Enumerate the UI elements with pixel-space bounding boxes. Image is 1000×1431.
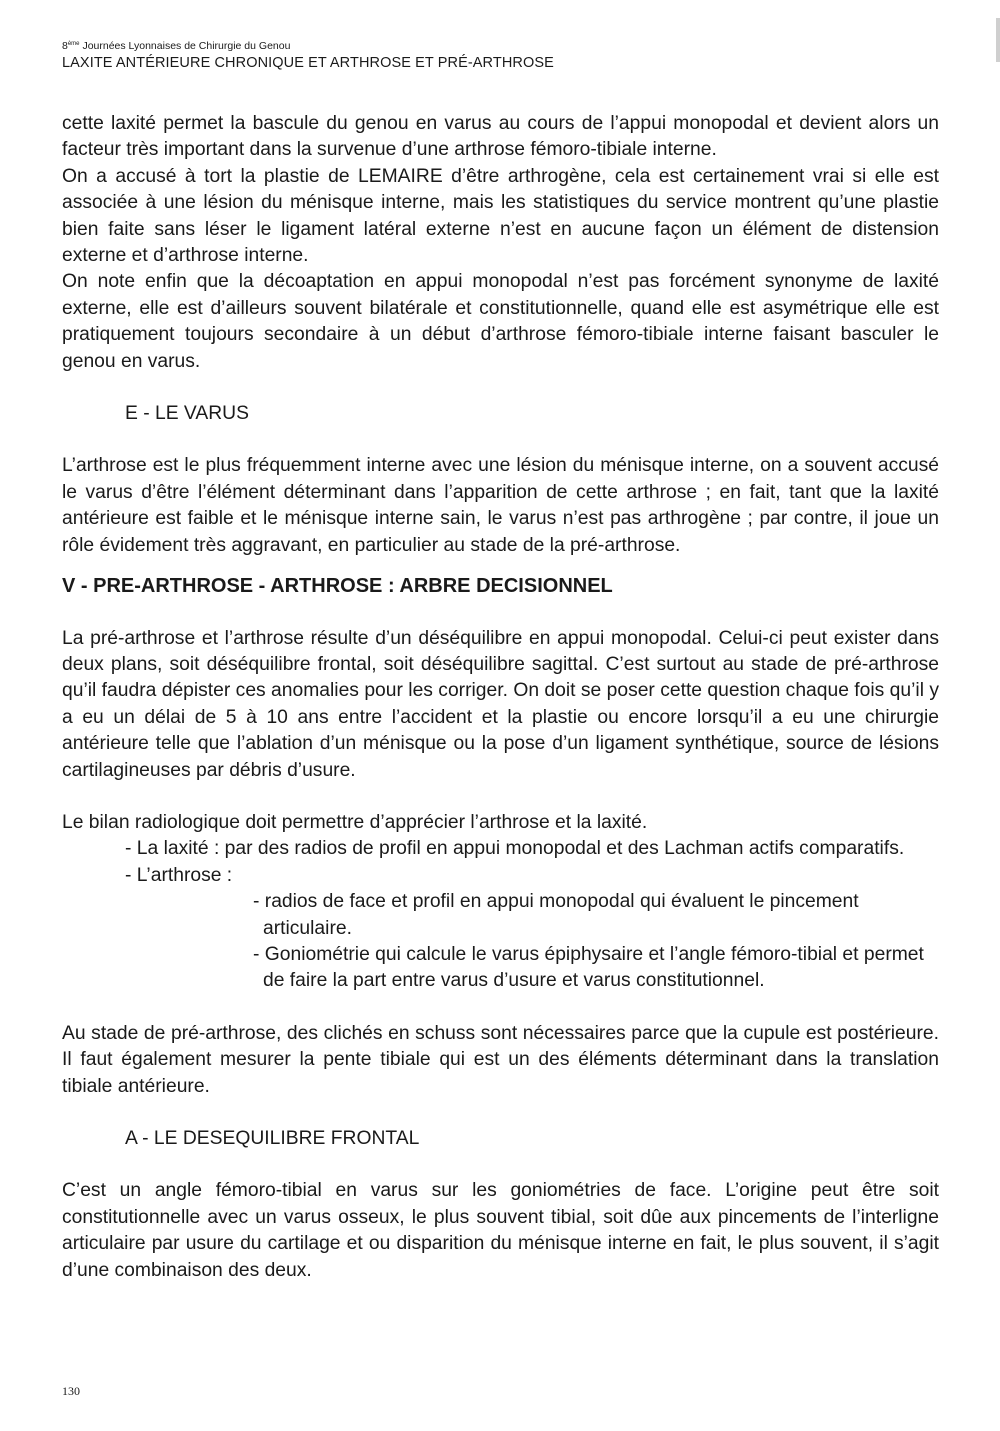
heading-e-le-varus: E - LE VARUS: [125, 403, 249, 425]
header-superscript-8: 8ème: [62, 40, 80, 52]
heading-section-v: V - PRE-ARTHROSE - ARTHROSE : ARBRE DECISIONNEL: [62, 575, 613, 598]
paragraph-2: On a accusé à tort la plastie de LEMAIRE d’être arthrogène, cela est certainement vrai si elle est associée à une lésion du ménisque interne, mais les statistiques du service montrent qu’une plastie bien faite sans léser le ligament latéral externe n’est en aucune façon un élément de distension externe et d’arthrose interne.: [62, 165, 939, 267]
list-item-arthrose: - L’arthrose :: [125, 864, 233, 886]
header-journal-name: Journées Lyonnaises de Chirurgie du Genou: [82, 40, 291, 52]
list-item-laxite: - La laxité : par des radios de profil en appui monopodal et des Lachman actifs comparatifs.: [125, 838, 905, 860]
paragraph-3: On note enfin que la décoaptation en appui monopodal n’est pas forcément synonyme de laxité externe, elle est d’ailleurs souvent bilatérale et constitutionnelle, quand elle est asymétrique elle est pratiquement toujours secondaire à un début d’arthrose fémoro-tibiale interne faisant basculer le genou en varus.: [62, 271, 939, 372]
paragraph-7: Au stade de pré-arthrose, des clichés en schuss sont nécessaires parce que la cupule est postérieure. Il faut également mesurer la pente tibiale qui est un des éléments déterminant dans la translation tibiale antérieure.: [62, 1022, 939, 1097]
scan-edge-mark: [996, 18, 1000, 62]
paragraph-4: L’arthrose est le plus fréquemment interne avec une lésion du ménisque interne, on a souvent accusé le varus d’être l’élément déterminant dans l’apparition de cette arthrose ; en fait, tant que la laxité antérieure est faible et le ménisque interne sain, le varus n’est pas arthrogène ; par contre, il joue un rôle évidement très aggravant, en particulier au stade de la pré-arthrose.: [62, 455, 939, 556]
header-superscript: ème: [67, 41, 80, 47]
running-header-journal: [62, 40, 290, 52]
heading-a-desequilibre-frontal: A - LE DESEQUILIBRE FRONTAL: [125, 1128, 420, 1149]
page-body: [62, 111, 939, 1284]
sub-item-goniometrie: - Goniométrie qui calcule le varus épiphysaire et l’angle fémoro-tibial et permet de faire la part entre varus d’usure et varus constitutionnel.: [253, 943, 924, 992]
paragraph-8: C’est un angle fémoro-tibial en varus sur les goniométries de face. L’origine peut être soit constitutionnelle avec un varus osseux, le plus souvent tibial, soit dûe aux pincements de l’interligne articulaire par usure du cartilage et ou disparition du ménisque interne en fait, le plus souvent, il s’agit d’une combinaison des deux.: [62, 1180, 939, 1281]
page-number: 130: [62, 1384, 80, 1398]
running-header-title: LAXITE ANTÉRIEURE CHRONIQUE ET ARTHROSE ET PRÉ-ARTHROSE: [62, 55, 554, 71]
paragraph-1: cette laxité permet la bascule du genou en varus au cours de l’appui monopodal et devient alors un facteur très important dans la survenue d’une arthrose fémoro-tibiale interne.: [62, 113, 939, 161]
paragraph-5: La pré-arthrose et l’arthrose résulte d’un déséquilibre en appui monopodal. Celui-ci peut exister dans deux plans, soit déséquilibre frontal, soit déséquilibre sagittal. C’est surtout au stade de pré-arthrose qu’il faudra dépister ces anomalies pour les corriger. On doit se poser cette question chaque fois qu’il y a eu un délai de 5 à 10 ans entre l’accident et la plastie ou encore lorsqu’il a eu une chirurgie antérieure telle que l’ablation d’un ménisque ou la pose d’un ligament synthétique, source de lésions cartilagineuses par débris d’usure.: [62, 627, 939, 781]
sub-item-radios: - radios de face et profil en appui monopodal qui évaluent le pincement articulaire.: [253, 891, 859, 939]
paragraph-6: Le bilan radiologique doit permettre d’apprécier l’arthrose et la laxité.: [62, 811, 648, 833]
